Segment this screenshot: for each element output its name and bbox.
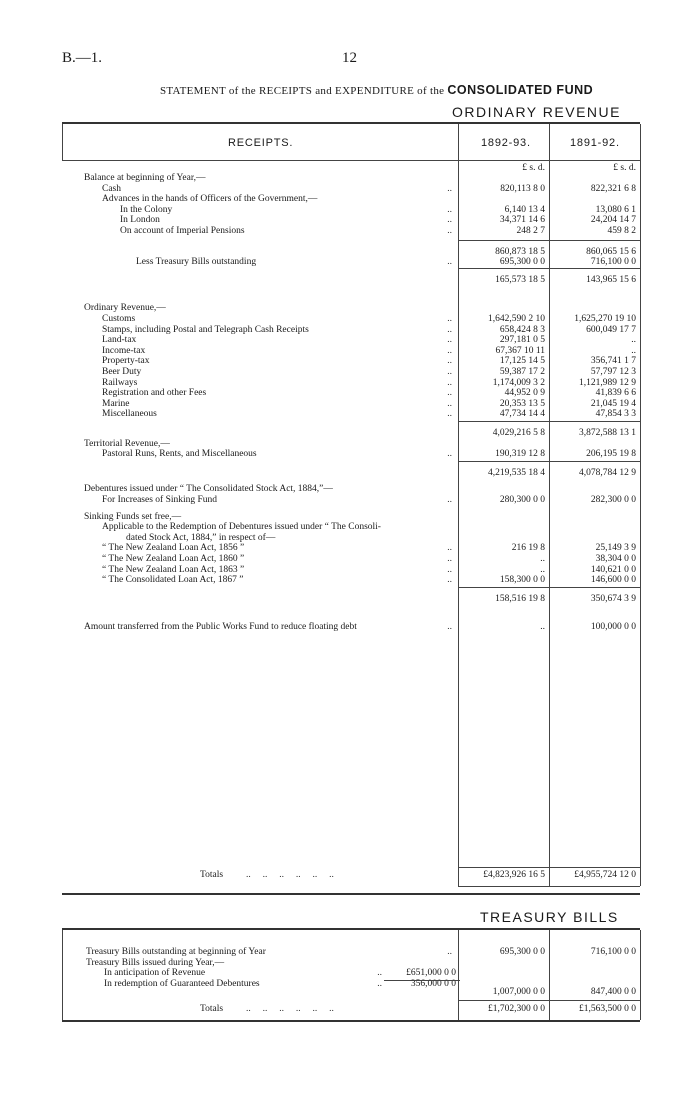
column-header-1892-93: 1892-93. bbox=[481, 137, 531, 149]
value-1891-92: 206,195 19 8 bbox=[586, 449, 636, 460]
table-bottom-rule bbox=[62, 893, 640, 895]
tb-subtotal-1891-92: 847,400 0 0 bbox=[590, 987, 636, 997]
subtotal-rule bbox=[458, 461, 549, 462]
leader-dots: .. bbox=[447, 335, 452, 346]
tb-mid-value: £651,000 0 0 bbox=[406, 968, 456, 978]
row-label: For Increases of Sinking Fund bbox=[102, 495, 218, 505]
value-1891-92: 350,674 3 9 bbox=[590, 593, 636, 604]
value-1892-93: 1,174,009 3 2 bbox=[492, 377, 545, 388]
page-number: 12 bbox=[342, 50, 357, 66]
row-label: Balance at beginning of Year,— bbox=[84, 173, 206, 183]
leader-dots: .. bbox=[447, 388, 452, 399]
row-label: Amount transferred from the Public Works Fund to reduce floating debt bbox=[84, 622, 357, 633]
value-1892-93: 47,734 14 4 bbox=[499, 409, 545, 420]
value-1891-92: 21,045 19 4 bbox=[590, 398, 636, 409]
section-treasury-bills: TREASURY BILLS bbox=[480, 909, 619, 925]
value-1891-92: 57,797 12 3 bbox=[590, 367, 636, 377]
row-label: Debentures issued under “ The Consolidated Stock Act, 1884,”— bbox=[84, 484, 333, 495]
value-1892-93: 59,387 17 2 bbox=[499, 367, 545, 377]
value-1892-93: 248 2 7 bbox=[516, 226, 545, 236]
leader-dots: .. bbox=[447, 183, 452, 194]
value-1891-92: 140,621 0 0 bbox=[590, 564, 636, 575]
row-label: In the Colony bbox=[120, 204, 173, 215]
tb-totals-1892-93: £1,702,300 0 0 bbox=[488, 1004, 545, 1014]
tb-top-rule bbox=[62, 928, 640, 930]
tb-totals-leader-dots: .. .. .. .. .. .. bbox=[246, 1004, 334, 1014]
row-label: Property-tax bbox=[102, 356, 150, 367]
leader-dots: .. bbox=[447, 947, 452, 957]
tb-row-label: Treasury Bills outstanding at beginning of Year bbox=[86, 947, 266, 957]
row-label: Land-tax bbox=[102, 335, 137, 346]
value-1891-92: 282,300 0 0 bbox=[590, 495, 636, 505]
leader-dots: .. bbox=[447, 449, 452, 460]
value-1892-93: .. bbox=[540, 622, 545, 633]
value-1892-93: 165,573 18 5 bbox=[495, 274, 545, 285]
totals-leader-dots: .. .. .. .. .. .. bbox=[246, 870, 334, 880]
value-1892-93: .. bbox=[540, 554, 545, 564]
value-1892-93: 860,873 18 5 bbox=[495, 246, 545, 257]
statement-title bbox=[160, 83, 593, 97]
value-1892-93: 67,367 10 11 bbox=[495, 345, 545, 356]
value-1891-92: .. bbox=[631, 335, 636, 346]
subtotal-rule bbox=[458, 240, 549, 241]
tb-totals-label: Totals bbox=[200, 1004, 224, 1014]
tb-totals-1891-92: £1,563,500 0 0 bbox=[579, 1004, 636, 1014]
tb-row-label: In redemption of Guaranteed Debentures bbox=[104, 978, 260, 989]
leader-dots: .. bbox=[377, 978, 382, 989]
value-1891-92: 3,872,588 13 1 bbox=[579, 428, 636, 438]
column-header-1891-92: 1891-92. bbox=[570, 137, 620, 149]
leader-dots: .. bbox=[447, 257, 452, 268]
value-1891-92: 716,100 0 0 bbox=[590, 257, 636, 268]
row-label: Marine bbox=[102, 398, 130, 409]
value-1892-93: 158,300 0 0 bbox=[499, 575, 545, 586]
column-divider-3 bbox=[640, 124, 641, 886]
subtotal-rule bbox=[458, 268, 549, 269]
leader-dots: .. bbox=[447, 215, 452, 226]
value-1892-93: 44,952 0 9 bbox=[504, 388, 545, 399]
table-top-rule bbox=[62, 122, 640, 124]
row-label: Customs bbox=[102, 314, 136, 324]
row-label: “ The Consolidated Loan Act, 1867 ” bbox=[102, 575, 244, 586]
row-label: Less Treasury Bills outstanding bbox=[136, 257, 257, 268]
row-label: Railways bbox=[102, 377, 138, 388]
leader-dots: .. bbox=[447, 345, 452, 356]
value-1891-92: 41,839 6 6 bbox=[595, 388, 636, 399]
value-1891-92: 13,080 6 1 bbox=[595, 204, 636, 215]
value-1891-92: 822,321 6 8 bbox=[590, 183, 636, 194]
value-1891-92: 600,049 17 7 bbox=[586, 324, 636, 335]
row-label: “ The New Zealand Loan Act, 1863 ” bbox=[102, 564, 245, 575]
value-1891-92: 1,625,270 19 10 bbox=[574, 314, 636, 324]
row-label: Ordinary Revenue,— bbox=[84, 303, 166, 314]
row-label: Advances in the hands of Officers of the Government,— bbox=[102, 194, 318, 205]
column-divider-2 bbox=[549, 124, 550, 886]
value-1892-93: 20,353 13 5 bbox=[499, 398, 545, 409]
row-label: Pastoral Runs, Rents, and Miscellaneous bbox=[102, 449, 257, 460]
totals-1892-93: £4,823,926 16 5 bbox=[483, 870, 545, 880]
value-1891-92: 24,204 14 7 bbox=[590, 215, 636, 226]
value-1891-92: 47,854 3 3 bbox=[595, 409, 636, 420]
value-1892-93: 158,516 19 8 bbox=[495, 593, 545, 604]
column-divider-1 bbox=[458, 124, 459, 886]
row-label: Income-tax bbox=[102, 345, 146, 356]
tb-mid-value: 356,000 0 0 bbox=[410, 978, 456, 989]
subtotal-rule bbox=[458, 421, 549, 422]
value-1891-92: 146,600 0 0 bbox=[590, 575, 636, 586]
value-1892-93: 216 19 8 bbox=[511, 543, 545, 554]
tb-divider-3 bbox=[640, 930, 641, 1020]
column-divider-0 bbox=[62, 124, 63, 160]
totals-top-rule bbox=[458, 867, 640, 868]
leader-dots: .. bbox=[447, 495, 452, 505]
tb-subtotal-1892-93: 1,007,000 0 0 bbox=[492, 987, 545, 997]
leader-dots: .. bbox=[447, 564, 452, 575]
row-label: Registration and other Fees bbox=[102, 388, 207, 399]
row-label: Applicable to the Redemption of Debentures issued under “ The Consoli- bbox=[102, 522, 381, 533]
currency-units: £ s. d. bbox=[522, 163, 545, 173]
row-label: Cash bbox=[102, 183, 121, 194]
value-1891-92: 356,741 1 7 bbox=[590, 356, 636, 367]
row-label: dated Stock Act, 1884,” in respect of— bbox=[126, 532, 276, 543]
value-1891-92: 25,149 3 9 bbox=[595, 543, 636, 554]
column-header-receipts: RECEIPTS. bbox=[228, 137, 294, 149]
leader-dots: .. bbox=[447, 356, 452, 367]
value-1892-93: 658,424 8 3 bbox=[499, 324, 545, 335]
tb-bottom-rule bbox=[62, 1020, 640, 1022]
value-1892-93: 4,219,535 18 4 bbox=[488, 467, 545, 478]
value-1892-93: 1,642,590 2 10 bbox=[488, 314, 545, 324]
leader-dots: .. bbox=[447, 204, 452, 215]
statement-title-plain: STATEMENT of the RECEIPTS and EXPENDITURE of the bbox=[160, 85, 445, 97]
leader-dots: .. bbox=[447, 622, 452, 633]
leader-dots: .. bbox=[447, 398, 452, 409]
section-ordinary-revenue: ORDINARY REVENUE bbox=[452, 104, 621, 120]
row-label: Sinking Funds set free,— bbox=[84, 511, 182, 522]
tb-row-label: In anticipation of Revenue bbox=[104, 968, 206, 978]
row-label: Miscellaneous bbox=[102, 409, 157, 420]
value-1891-92: 4,078,784 12 9 bbox=[579, 467, 636, 478]
value-1891-92: 1,121,989 12 9 bbox=[579, 377, 636, 388]
tb-totals-top-rule bbox=[458, 1000, 640, 1001]
leader-dots: .. bbox=[447, 554, 452, 564]
row-label: “ The New Zealand Loan Act, 1860 ” bbox=[102, 554, 245, 564]
row-label: “ The New Zealand Loan Act, 1856 ” bbox=[102, 543, 245, 554]
tb-value-1891-92: 716,100 0 0 bbox=[590, 947, 636, 957]
value-1892-93: 820,113 8 0 bbox=[500, 183, 545, 194]
header-bottom-rule bbox=[62, 160, 640, 161]
tb-mid-rule bbox=[384, 980, 460, 981]
value-1891-92: 459 8 2 bbox=[607, 226, 636, 236]
leader-dots: .. bbox=[447, 324, 452, 335]
totals-bottom-rule bbox=[458, 886, 640, 887]
totals-1891-92: £4,955,724 12 0 bbox=[574, 870, 636, 880]
row-label: On account of Imperial Pensions bbox=[120, 226, 245, 236]
value-1892-93: 695,300 0 0 bbox=[499, 257, 545, 268]
tb-row-label: Treasury Bills issued during Year,— bbox=[86, 957, 225, 968]
totals-label: Totals bbox=[200, 870, 224, 880]
value-1892-93: 34,371 14 6 bbox=[499, 215, 545, 226]
value-1891-92: 860,065 15 6 bbox=[586, 246, 636, 257]
leader-dots: .. bbox=[447, 314, 452, 324]
value-1892-93: 190,319 12 8 bbox=[495, 449, 545, 460]
leader-dots: .. bbox=[447, 575, 452, 586]
tb-value-1892-93: 695,300 0 0 bbox=[499, 947, 545, 957]
subtotal-rule bbox=[549, 587, 640, 588]
document-reference: B.—1. bbox=[62, 50, 103, 66]
value-1892-93: 4,029,216 5 8 bbox=[492, 428, 545, 438]
subtotal-rule bbox=[549, 240, 640, 241]
subtotal-rule bbox=[549, 461, 640, 462]
leader-dots: .. bbox=[447, 226, 452, 236]
value-1892-93: 297,181 0 5 bbox=[499, 335, 545, 346]
value-1891-92: 100,000 0 0 bbox=[590, 622, 636, 633]
leader-dots: .. bbox=[447, 377, 452, 388]
leader-dots: .. bbox=[447, 409, 452, 420]
row-label: Stamps, including Postal and Telegraph Cash Receipts bbox=[102, 324, 309, 335]
subtotal-rule bbox=[549, 268, 640, 269]
subtotal-rule bbox=[458, 587, 549, 588]
currency-units: £ s. d. bbox=[613, 163, 636, 173]
value-1892-93: 6,140 13 4 bbox=[504, 204, 545, 215]
statement-title-bold: CONSOLIDATED FUND bbox=[447, 83, 594, 97]
leader-dots: .. bbox=[377, 968, 382, 978]
leader-dots: .. bbox=[447, 367, 452, 377]
value-1891-92: 38,304 0 0 bbox=[595, 554, 636, 564]
row-label: Territorial Revenue,— bbox=[84, 438, 170, 449]
value-1892-93: 280,300 0 0 bbox=[499, 495, 545, 505]
subtotal-rule bbox=[549, 421, 640, 422]
row-label: In London bbox=[120, 215, 160, 226]
value-1891-92: .. bbox=[631, 345, 636, 356]
value-1892-93: 17,125 14 5 bbox=[499, 356, 545, 367]
row-label: Beer Duty bbox=[102, 367, 142, 377]
value-1892-93: .. bbox=[540, 564, 545, 575]
leader-dots: .. bbox=[447, 543, 452, 554]
value-1891-92: 143,965 15 6 bbox=[586, 274, 636, 285]
